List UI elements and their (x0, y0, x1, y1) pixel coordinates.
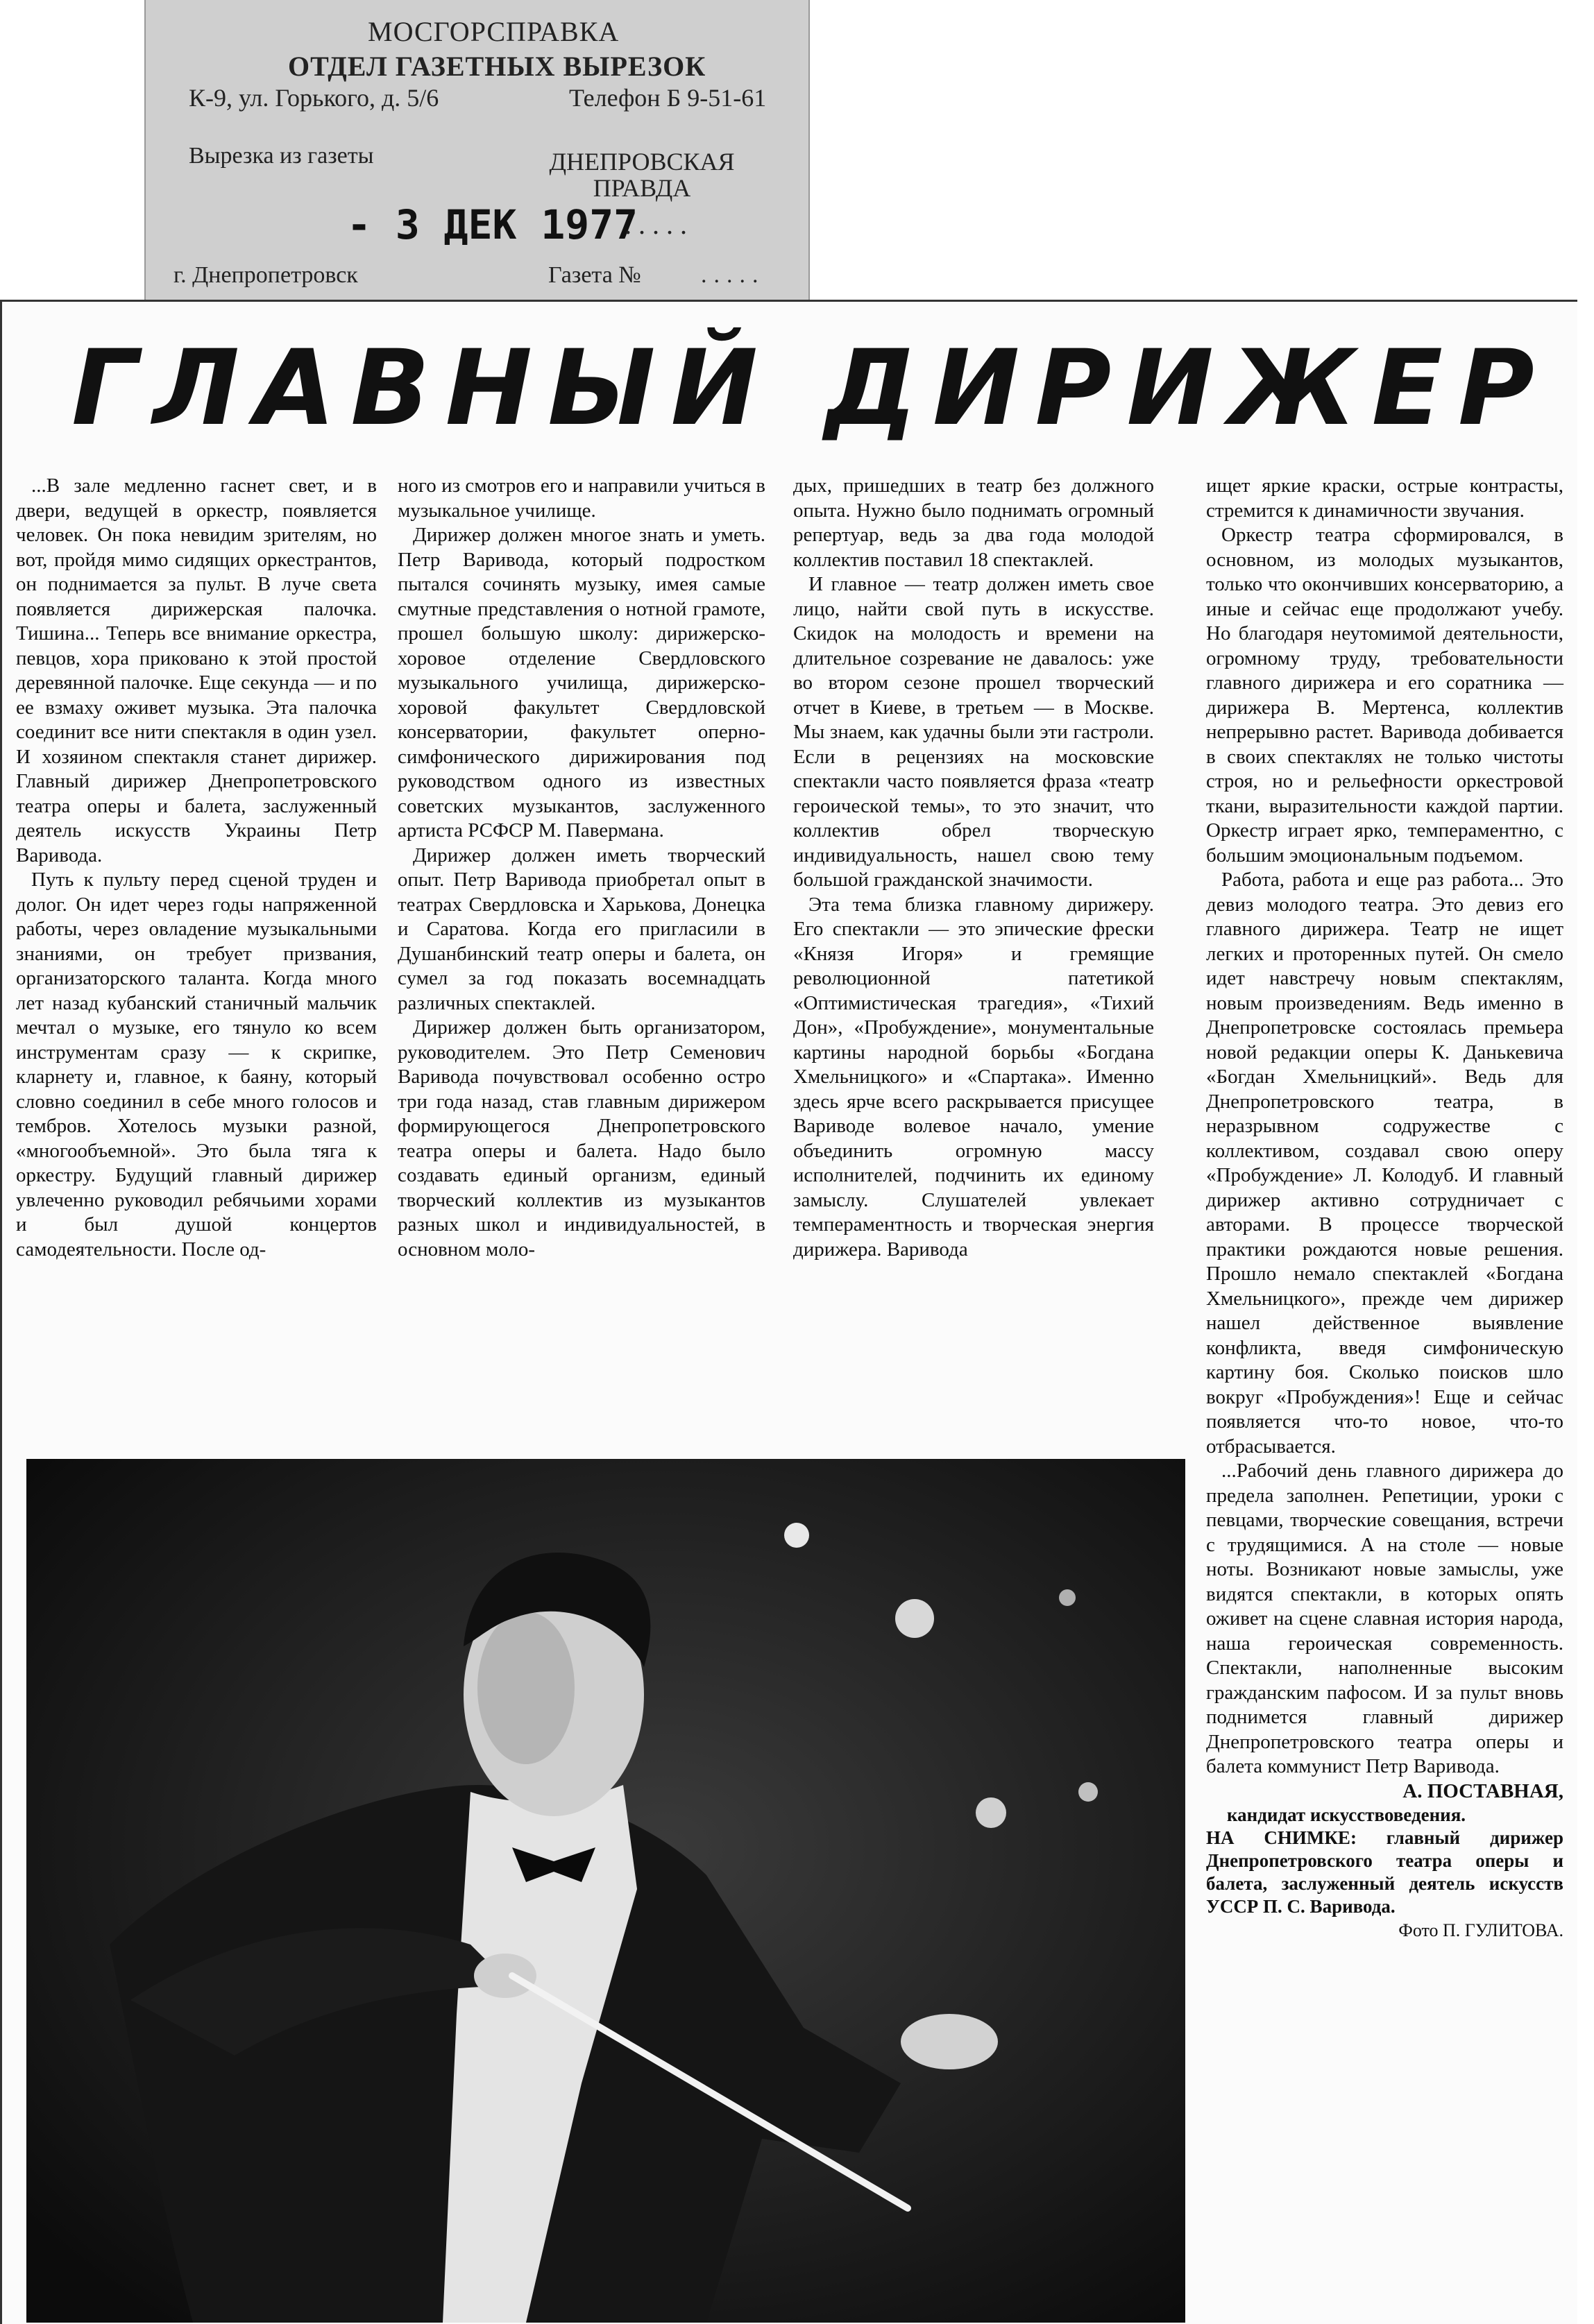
column-4 (1206, 474, 1563, 1943)
date-stamp: - 3 ДЕК 1977 (347, 201, 638, 248)
conductor-photo-illustration (26, 1459, 1185, 2323)
column-2 (398, 474, 765, 1262)
headline: ГЛАВНЫЙ ДИРИЖЕР (71, 328, 1550, 449)
photo-caption: НА СНИМКЕ: главный дирижер Днепропетровского театра оперы и балета, заслуженный деятель искусств УССР П. С. Варивода. (1206, 1827, 1563, 1917)
newspaper-clipping (0, 300, 1577, 2324)
paragraph: дых, пришедших в театр без должного опыта. Нужно было поднимать огромный репертуар, ведь за два года молодой коллектив поставил 18 спектаклей. (793, 475, 1154, 571)
paragraph: Путь к пульту перед сценой труден и долог. Он идет через годы напряженной работы, через овладение музыкальными знаниями, он требует призвания, организаторского таланта. Когда много лет назад кубанский станичный мальчик мечтал о музыке, его тянуло ко всем инструментам сразу — к скрипке, кларнету и, главное, к баяну, который словно соединил в себе много голосов и тембров. Хотелось музыки разной, «многообъемной». Это была тяга к оркестру. Будущий главный дирижер увлеченно руководил ребячьими хорами и был душой концертов самодеятельности. После од- (16, 869, 377, 1261)
gazette-number-label: Газета № (548, 262, 641, 288)
paragraph: ищет яркие краски, острые контрасты, стремится к динамичности звучания. (1206, 475, 1563, 522)
paragraph: И главное — театр должен иметь свое лицо, найти свой путь в искусстве. Скидок на молодость и времени на длительное созревание не давалось: уже во втором сезоне прошел творческий отчет в Киеве, в третьем — в Москве. Мы знаем, как удачны были эти гастроли. Если в рецензиях на московские спектакли часто появляется фраза «театр героической темы», то это значит, что коллектив обрел творческую индивидуальность, нашел свою тему большой гражданской значимости. (793, 573, 1154, 891)
address: К-9, ул. Горького, д. 5/6 (189, 84, 439, 112)
paragraph: Дирижер должен быть организатором, руководителем. Это Петр Семенович Варивода почувствовал особенно остро три года назад, став главным дирижером формирующегося Днепропетровского театра оперы и балета. Надо было создавать единый организм, единый творческий коллектив из музыкантов разных школ и индивидуальностей, в основном моло- (398, 1016, 765, 1261)
paragraph: Работа, работа и еще раз работа... Это девиз молодого театра. Это девиз его главного дирижера. Театр не ищет легких и проторенных путей. Он смело идет навстречу новым спектаклям, новым произведениям. Ведь именно в Днепропетровске состоялась премьера новой редакции оперы К. Данькевича «Богдан Хмельницкий». Ведь для Днепропетровского театра, в неразрывном содружестве с коллективом, создавал свою оперу «Пробуждение» Л. Колодуб. И главный дирижер активно сотрудничает с авторами. В процессе творческой практики рождаются новые решения. Прошло немало спектаклей «Богдана Хмельницкого», прежде чем дирижер нашел действенное выявление конфликта, введя симфоническую картину боя. Сколько поисков шло вокруг «Пробуждения»! Еще и сейчас появляется что-то новое, что-то отбрасывается. (1206, 869, 1563, 1458)
paragraph: ...В зале медленно гаснет свет, и в двери, ведущей в оркестр, появляется человек. Он пока невидим зрителям, но вот, пройдя мимо сидящих оркестрантов, он поднимается за пульт. В луче света появляется дирижерская палочка. Тишина... Теперь все внимание оркестра, певцов, хора приковано к этой простой деревянной палочке. Еще секунда — и по ее взмаху оживет музыка. Эта палочка соединит все нити спектакля в один узел. И хозяином спектакля станет дирижер. Главный дирижер Днепропетровского театра оперы и балета, заслуженный деятель искусств Украины Петр Варивода. (16, 475, 377, 866)
author-signature: А. ПОСТАВНАЯ, (1402, 1779, 1563, 1802)
author-title: кандидат искусствоведения. (1227, 1804, 1466, 1825)
paragraph: Дирижер должен иметь творческий опыт. Петр Варивода приобретал опыт в театрах Свердловска и Харькова, Донецка и Саратова. Когда его пригласили в Душанбинский театр оперы и балета, он сумел за год показать восемнадцать различных спектаклей. (398, 844, 765, 1014)
column-3 (793, 474, 1154, 1262)
paragraph: Эта тема близка главному дирижеру. Его спектакли — это эпические фрески «Князя Игоря» и гремящие революционной патетикой «Оптимистическая трагедия», «Тихий Дон», «Пробуждение», монументальные картины народной борьбы «Богдана Хмельницкого» и «Спартака». Именно здесь ярче всего раскрывается присущее Вариводе волевое начало, умение объединить огромную массу исполнителей, подчинить их единому замыслу. Слушателей увлекает темпераментность и творческая энергия дирижера. Варивода (793, 893, 1154, 1261)
city: г. Днепропетровск (173, 262, 358, 288)
clip-label: Вырезка из газеты (189, 143, 374, 169)
clipping-service-slip (144, 0, 810, 300)
column-1 (16, 474, 377, 1262)
phone: Телефон Б 9-51-61 (569, 84, 767, 112)
photo-credit: Фото П. ГУЛИТОВА. (1398, 1920, 1563, 1940)
agency-name: МОСГОРСПРАВКА (368, 16, 620, 47)
gazette-number-dots: ..... (701, 262, 765, 288)
department-name: ОТДЕЛ ГАЗЕТНЫХ ВЫРЕЗОК (288, 51, 706, 82)
paragraph: ного из смотров его и направили учиться в музыкальное училище. (398, 475, 765, 522)
paragraph: ...Рабочий день главного дирижера до предела заполнен. Репетиции, уроки с певцами, творческие совещания, встречи с трудящимися. А на столе — новые ноты. Возникают новые замыслы, уже видятся спектакли, в которых опять оживет на сцене славная история народа, наша героическая современность. Спектакли, наполненные высоким гражданским пафосом. И за пульт вновь поднимется главный дирижер Днепропетровского театра оперы и балета коммунист Петр Варивода. (1206, 1460, 1563, 1777)
paragraph: Дирижер должен многое знать и уметь. Петр Варивода, который подростком пытался сочинять музыку, имея самые смутные представления о нотной грамоте, прошел большую школу: дирижерско-хоровое отделение Свердловского музыкального училища, дирижерско-хоровой факультет Свердловской консерватории, факультет оперно-симфонического дирижирования под руководством одного из известных советских музыкантов, заслуженного артиста РСФСР М. Павермана. (398, 524, 765, 841)
paragraph: Оркестр театра сформировался, в основном, из молодых музыкантов, только что окончивших консерваторию, а иные и сейчас еще продолжают учебу. Но благодаря неутомимой деятельности, огромному труду, требовательности главного дирижера и его соратника — дирижера В. Мертенса, коллектив непрерывно растет. Варивода добивается в своих спектаклях не только чистоты строя, но и рельефности оркестровой ткани, выразительности каждой партии. Оркестр играет ярко, темпераментно, с большим эмоциональным подъемом. (1206, 524, 1563, 866)
date-dots: ..... (625, 209, 694, 240)
publication-name: ДНЕПРОВСКАЯ ПРАВДА (549, 148, 735, 202)
conductor-photo (26, 1459, 1185, 2323)
